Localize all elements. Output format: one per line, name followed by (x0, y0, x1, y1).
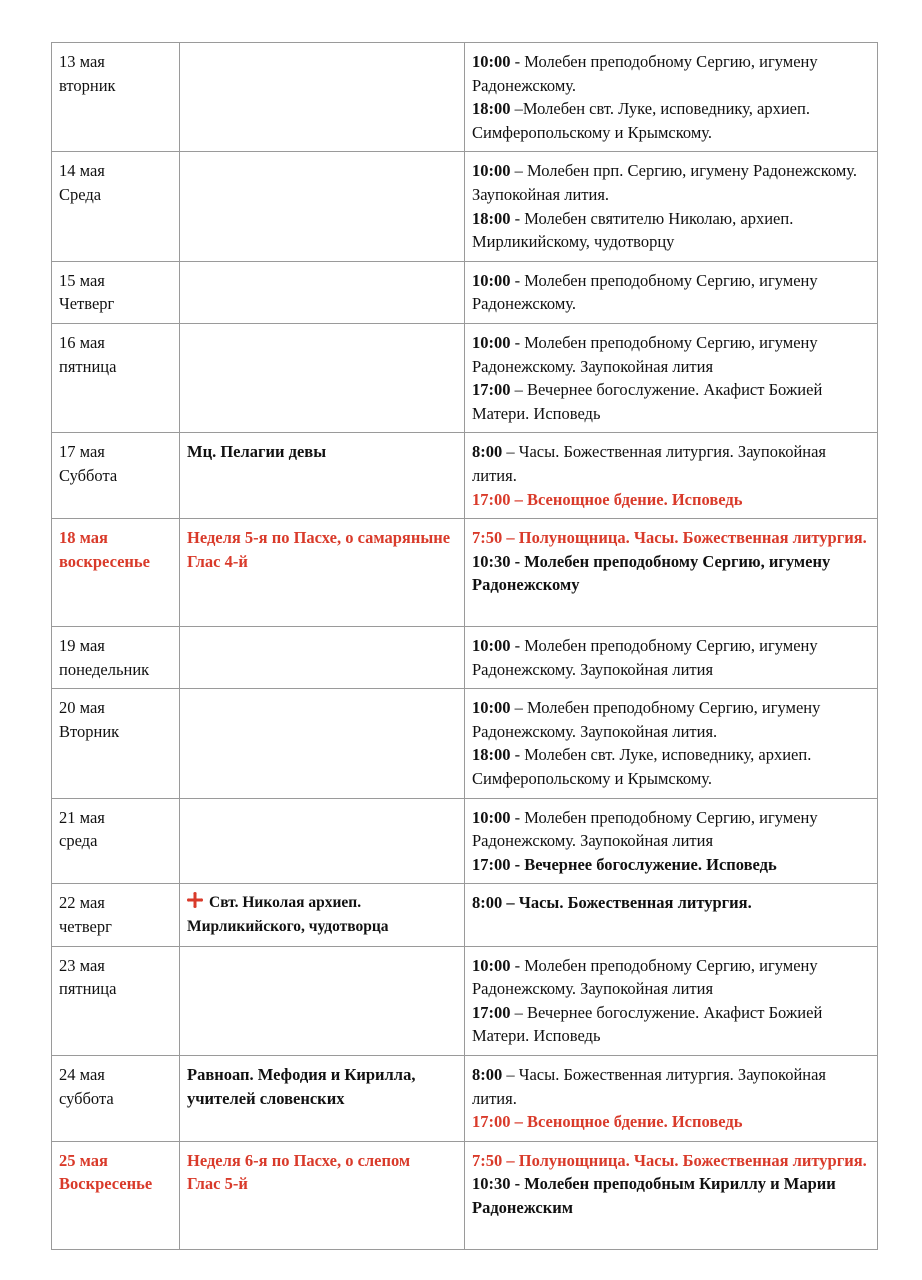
service-time: 8:00 (472, 893, 503, 913)
service-text: – Полунощница. Часы. Божественная литургия. (502, 1150, 867, 1170)
service-time: 17:00 (472, 1002, 511, 1022)
service-time: 10:00 (472, 955, 511, 975)
service-text: –Молебен свт. Луке, исповеднику, архиеп. Симферопольскому и Крымскому. (472, 99, 810, 142)
service-text: – Часы. Божественная литургия. Заупокойная лития. (472, 1065, 827, 1108)
service-entry (472, 1172, 870, 1219)
date-text: 19 мая (59, 636, 105, 656)
date-cell (52, 884, 180, 946)
weekday-text: среда (59, 831, 98, 851)
feast-text: Глас 5-й (187, 1174, 248, 1194)
service-time: 10:00 (472, 636, 511, 656)
date-text: 25 мая (59, 1150, 108, 1170)
date-cell (52, 261, 180, 323)
feast-cell (180, 627, 465, 689)
service-time: 10:30 (472, 551, 511, 571)
service-text: - Молебен преподобному Сергию, игумену Радонежскому (472, 551, 831, 595)
weekday-text: пятница (59, 356, 117, 376)
service-time: 18:00 (472, 208, 511, 228)
service-time: 10:00 (472, 698, 511, 718)
schedule-row (52, 323, 878, 432)
date-text: 13 мая (59, 52, 105, 71)
service-entry (472, 1149, 870, 1173)
service-time: 10:00 (472, 52, 511, 71)
weekday-text: Четверг (59, 294, 115, 314)
service-text: - Вечернее богослужение. Исповедь (510, 854, 777, 874)
feast-text: Неделя 6-я по Пасхе, о слепом (187, 1150, 411, 1170)
feast-cell (180, 884, 465, 946)
service-entry (472, 954, 870, 1001)
services-cell (465, 43, 878, 152)
service-time: 10:30 (472, 1174, 511, 1194)
service-entry (472, 50, 870, 97)
service-text: - Молебен преподобным Кириллу и Марии Радонежским (472, 1174, 836, 1217)
feast-cell (180, 1141, 465, 1249)
weekday-text: четверг (59, 917, 112, 937)
feast-cell (180, 1056, 465, 1142)
service-time: 18:00 (472, 99, 511, 119)
service-text: – Молебен прп. Сергию, игумену Радонежскому. Заупокойная лития. (472, 161, 858, 204)
service-time: 7:50 (472, 1150, 503, 1170)
date-text: 22 мая (59, 893, 105, 913)
weekday-text: понедельник (59, 659, 150, 679)
service-entry (472, 1001, 870, 1048)
schedule-row (52, 689, 878, 798)
service-text: – Полунощница. Часы. Божественная литургия. (502, 528, 867, 548)
service-time: 8:00 (472, 1065, 503, 1084)
weekday-text: вторник (59, 75, 116, 95)
services-cell (465, 323, 878, 432)
service-text: - Молебен святителю Николаю, архиеп. Мирликийскому, чудотворцу (472, 208, 794, 252)
service-entry (472, 634, 870, 681)
service-text: – Всенощное бдение. Исповедь (510, 489, 743, 509)
schedule-row (52, 261, 878, 323)
service-entry (472, 378, 870, 425)
service-text: - Молебен преподобному Сергию, игумену Радонежскому. Заупокойная лития (472, 332, 818, 376)
service-entry (472, 743, 870, 790)
service-time: 17:00 (472, 489, 511, 509)
service-entry (472, 269, 870, 316)
feast-text: Свт. Николая архиеп. Мирликийского, чудотворца (187, 894, 389, 936)
date-cell (52, 43, 180, 152)
service-entry (472, 159, 870, 206)
service-text: – Часы. Божественная литургия. Заупокойная лития. (472, 442, 827, 485)
weekday-text: Вторник (59, 721, 120, 741)
service-time: 17:00 (472, 1112, 511, 1132)
feast-cell (180, 152, 465, 261)
service-text: - Молебен преподобному Сергию, игумену Радонежскому. (472, 270, 818, 314)
schedule-row (52, 884, 878, 946)
service-entry (472, 1063, 870, 1110)
date-cell (52, 689, 180, 798)
schedule-row (52, 152, 878, 261)
feast-text: Неделя 5-я по Пасхе, о самаряныне (187, 528, 451, 548)
date-cell (52, 798, 180, 884)
services-cell (465, 261, 878, 323)
services-cell (465, 689, 878, 798)
date-text: 20 мая (59, 698, 105, 718)
feast-cell (180, 519, 465, 627)
service-time: 10:00 (472, 332, 511, 352)
date-cell (52, 433, 180, 519)
schedule-row (52, 1056, 878, 1142)
service-time: 8:00 (472, 442, 503, 462)
date-cell (52, 1141, 180, 1249)
weekday-text: пятница (59, 979, 117, 999)
schedule-row (52, 433, 878, 519)
date-text: 18 мая (59, 528, 108, 548)
service-text: – Часы. Божественная литургия. (502, 893, 752, 913)
service-text: - Молебен преподобному Сергию, игумену Радонежскому. Заупокойная лития (472, 807, 818, 851)
feast-cell (180, 261, 465, 323)
feast-cell (180, 798, 465, 884)
date-cell (52, 323, 180, 432)
services-cell (465, 152, 878, 261)
date-text: 17 мая (59, 442, 105, 462)
weekday-text: суббота (59, 1088, 114, 1108)
weekday-text: воскресенье (59, 551, 150, 571)
schedule-row (52, 43, 878, 152)
service-time: 10:00 (472, 270, 511, 290)
service-entry (472, 488, 870, 512)
schedule-row (52, 1141, 878, 1249)
feast-text: Равноап. Мефодия и Кирилла, учителей словенских (187, 1065, 416, 1108)
feast-cell (180, 323, 465, 432)
services-cell (465, 884, 878, 946)
service-time: 17:00 (472, 380, 511, 400)
service-time: 18:00 (472, 745, 511, 765)
weekday-text: Среда (59, 184, 102, 204)
weekday-text: Воскресенье (59, 1174, 153, 1194)
service-text: - Молебен свт. Луке, исповеднику, архиеп. Симферопольскому и Крымскому. (472, 745, 812, 789)
service-text: – Вечернее богослужение. Акафист Божией Матери. Исповедь (472, 380, 823, 423)
service-time: 17:00 (472, 854, 511, 874)
service-text: - Молебен преподобному Сергию, игумену Радонежскому. (472, 52, 818, 95)
service-entry (472, 97, 870, 144)
service-entry (472, 526, 870, 550)
schedule-body (52, 43, 878, 1250)
service-time: 10:00 (472, 807, 511, 827)
service-entry (472, 696, 870, 743)
schedule-row (52, 519, 878, 627)
service-text: - Молебен преподобному Сергию, игумену Радонежскому. Заупокойная лития (472, 955, 818, 999)
red-cross-icon (187, 892, 203, 908)
service-time: 7:50 (472, 528, 503, 548)
date-cell (52, 1056, 180, 1142)
date-text: 23 мая (59, 955, 105, 975)
services-cell (465, 627, 878, 689)
service-text: – Всенощное бдение. Исповедь (510, 1112, 743, 1132)
date-text: 15 мая (59, 270, 105, 290)
services-cell (465, 1141, 878, 1249)
service-entry (472, 853, 870, 877)
date-text: 24 мая (59, 1065, 105, 1084)
service-entry (472, 806, 870, 853)
service-entry (472, 207, 870, 254)
date-cell (52, 152, 180, 261)
services-cell (465, 946, 878, 1055)
feast-cell (180, 689, 465, 798)
date-cell (52, 946, 180, 1055)
date-text: 21 мая (59, 807, 105, 827)
feast-cell (180, 433, 465, 519)
service-time: 10:00 (472, 161, 511, 181)
weekday-text: Суббота (59, 465, 118, 485)
service-text: – Вечернее богослужение. Акафист Божией Матери. Исповедь (472, 1002, 823, 1046)
schedule-row (52, 627, 878, 689)
schedule-row (52, 946, 878, 1055)
service-entry (472, 331, 870, 378)
date-text: 16 мая (59, 332, 105, 352)
service-text: – Молебен преподобному Сергию, игумену Радонежскому. Заупокойная лития. (472, 698, 821, 741)
schedule-table (51, 42, 878, 1250)
feast-cell (180, 43, 465, 152)
services-cell (465, 519, 878, 627)
service-text: - Молебен преподобному Сергию, игумену Радонежскому. Заупокойная лития (472, 636, 818, 679)
date-text: 14 мая (59, 161, 105, 181)
service-entry (472, 550, 870, 597)
date-cell (52, 519, 180, 627)
service-entry (472, 1110, 870, 1134)
schedule-row (52, 798, 878, 884)
feast-text: Глас 4-й (187, 551, 248, 571)
feast-cell (180, 946, 465, 1055)
service-entry (472, 440, 870, 487)
services-cell (465, 1056, 878, 1142)
feast-text: Мц. Пелагии девы (187, 442, 327, 462)
date-cell (52, 627, 180, 689)
service-entry (472, 891, 870, 915)
services-cell (465, 433, 878, 519)
feast-line (187, 891, 457, 938)
services-cell (465, 798, 878, 884)
